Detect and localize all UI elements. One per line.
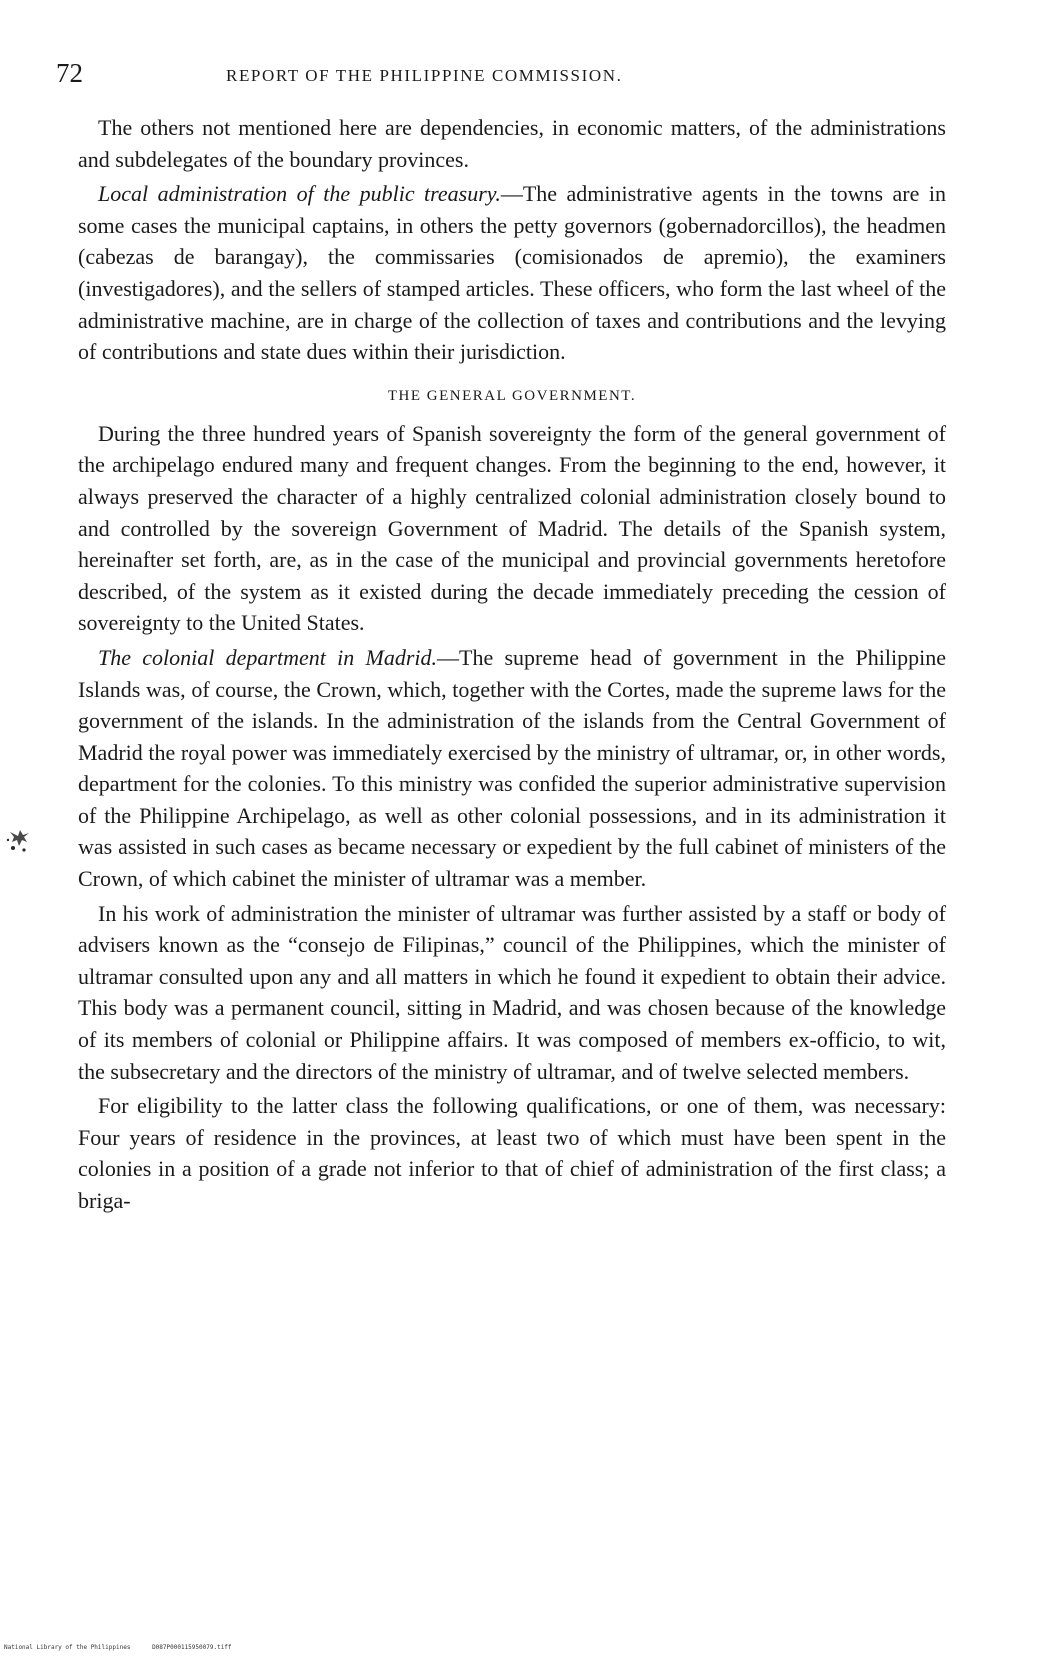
- paragraph-consejo: In his work of administration the minister of ultramar was further assisted by a staff or body of advisers known as the “consejo de Filipinas,” council of the Philippines, which the minister of ultramar consulted upon any and all matters in which he found it expedient to obtain their advice. This body was a permanent council, sitting in Madrid, and was chosen because of the knowledge of its members of colonial or Philippine affairs. It was composed of members ex-officio, to wit, the subsecretary and the directors of the ministry of ultramar, and of twelve selected members.: [78, 900, 946, 1084]
- paragraph-eligibility: For eligibility to the latter class the following qualifications, or one of them, was necessary: Four years of residence in the provinces, at least two of which must have been spent in the colonies in a position of a grade not inferior to that of chief of administration of the first class; a briga-: [78, 1093, 946, 1213]
- paragraph-run-in-title: Local administration of the public treasury.: [98, 181, 501, 207]
- paragraph-general-government: During the three hundred years of Spanish sovereignty the form of the general government of the archipelago endured many and frequent changes. From the beginning to the end, however, it always preserved the character of a highly centralized colonial administration closely bound to and controlled by the sovereign Government of Madrid. The details of the Spanish system, hereinafter set forth, are, as in the case of the municipal and provincial governments heretofore described, of the system as it existed during the decade immediately preceding the cession of sovereignty to the United States.: [78, 420, 946, 636]
- file-name: D087P000115950079.tiff: [152, 1644, 232, 1651]
- paragraph-dependencies: The others not mentioned here are dependencies, in economic matters, of the administrations and subdelegates of the boundary provinces.: [78, 115, 946, 172]
- page-header: [56, 58, 946, 98]
- page-number: 72: [56, 58, 83, 88]
- paragraph-local-administration: [78, 178, 946, 368]
- paragraph-text: —The administrative agents in the towns are in some cases the municipal captains, in others the petty governors (gobernadorcillos), the headmen (cabezas de barangay), the commissaries (comisionados de apremio), the examiners (investigadores), and the sellers of stamped articles. These officers, who form the last wheel of the administrative machine, are in charge of the collection of taxes and contributions and the levying of contributions and state dues within their jurisdiction.: [78, 181, 946, 365]
- paragraph-text: —The supreme head of government in the Philippine Islands was, of course, the Crown, which, together with the Cortes, made the supreme laws for the government of the islands. In the administration of the islands from the Central Government of Madrid the royal power was immediately exercised by the ministry of ultramar, or, in other words, department for the colonies. To this ministry was confided the superior administrative supervision of the Philippine Archipelago, as well as other colonial possessions, and in its administration it was assisted in such cases as became necessary or expedient by the full cabinet of ministers of the Crown, of which cabinet the minister of ultramar was a member.: [78, 644, 946, 892]
- paragraph-run-in-title: The colonial department in Madrid.: [98, 644, 437, 670]
- library-credit: National Library of the Philippines: [4, 1644, 131, 1651]
- scan-credit: [4, 1644, 232, 1651]
- running-head: REPORT OF THE PHILIPPINE COMMISSION.: [226, 66, 623, 85]
- ink-blot-icon: [4, 828, 34, 856]
- page-body: [78, 112, 946, 1217]
- paragraph-colonial-department: [78, 642, 946, 895]
- section-heading: THE GENERAL GOVERNMENT.: [387, 387, 637, 404]
